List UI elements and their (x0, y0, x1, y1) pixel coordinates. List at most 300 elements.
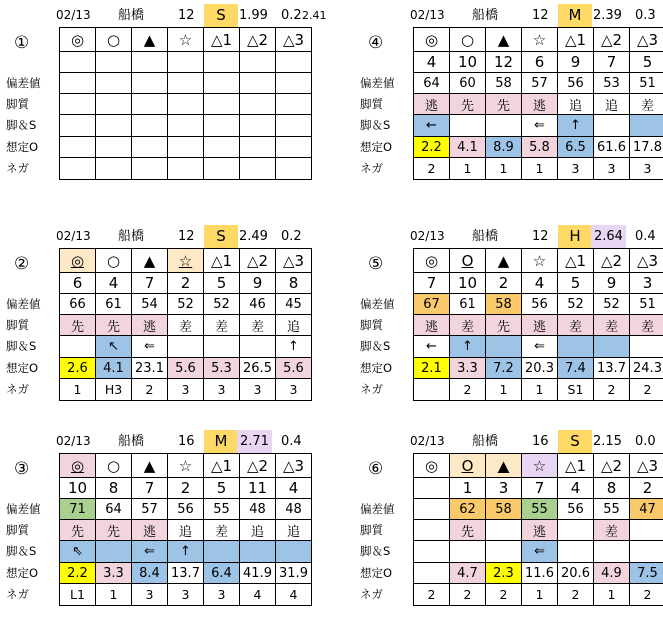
table-cell: 5.6 (276, 358, 312, 379)
table-cell (204, 137, 240, 158)
table-cell: 8 (594, 478, 630, 499)
symbol-cell: ▲ (486, 28, 522, 52)
table-cell: ⇐ (522, 115, 558, 137)
table-cell: 61 (96, 294, 132, 315)
table-cell: 差 (558, 315, 594, 336)
table-cell: 1 (522, 158, 558, 180)
table-cell: 3.3 (450, 358, 486, 379)
table-cell: 48 (240, 499, 276, 520)
table-cell (60, 336, 96, 358)
table-cell (414, 541, 450, 563)
table-cell (96, 158, 132, 180)
table-cell: 先 (96, 520, 132, 541)
table-cell: 7 (522, 478, 558, 499)
table-cell: ⇐ (522, 541, 558, 563)
table-cell (96, 541, 132, 563)
table-cell: 3 (276, 379, 312, 401)
table-cell (630, 541, 663, 563)
row-label: 偏差値 (6, 75, 41, 91)
table-cell: 7 (132, 478, 168, 499)
symbol-cell: ☆ (168, 454, 204, 478)
symbol-cell: △3 (630, 249, 663, 273)
symbol-cell: △2 (594, 28, 630, 52)
table-cell (60, 52, 96, 73)
rating-value-1: 2.39 (593, 4, 622, 27)
table-cell (414, 379, 450, 401)
race-header (360, 4, 663, 27)
race-panel-5 (360, 225, 660, 430)
rating-value-2: 0.4 (635, 225, 656, 248)
table-cell: 3 (168, 584, 204, 606)
table-cell: 逃 (522, 315, 558, 336)
symbol-cell: △3 (276, 249, 312, 273)
table-cell: 4.7 (450, 563, 486, 584)
table-cell: 差 (630, 315, 663, 336)
row-label: 脚質 (360, 317, 383, 333)
table-row (60, 584, 312, 606)
table-cell: 57 (132, 499, 168, 520)
table-cell: 8.4 (132, 563, 168, 584)
table-cell: 9 (240, 273, 276, 294)
row-label: 脚質 (6, 317, 29, 333)
symbol-cell: ☆ (522, 454, 558, 478)
race-header (6, 430, 316, 453)
table-cell: ⇐ (522, 336, 558, 358)
race-date: 02/13 (410, 430, 445, 453)
table-cell: 61.6 (594, 137, 630, 158)
table-cell: 5 (630, 52, 663, 73)
table-cell: 13.7 (594, 358, 630, 379)
table-row (414, 73, 663, 94)
table-cell: 20.3 (522, 358, 558, 379)
table-cell: 47 (630, 499, 663, 520)
table-cell: 4 (276, 584, 312, 606)
rating-value-1: 2.71 (237, 430, 272, 453)
table-cell: 逃 (414, 94, 450, 115)
symbol-cell: ◎ (414, 28, 450, 52)
row-label: 偏差値 (6, 501, 41, 517)
table-row (60, 294, 312, 315)
table-cell: 23.1 (132, 358, 168, 379)
table-row (60, 315, 312, 336)
row-label: ネガ (6, 160, 29, 176)
table-cell: 7.4 (558, 358, 594, 379)
table-cell (414, 499, 450, 520)
table-cell: 差 (240, 315, 276, 336)
race-panel-1 (6, 4, 306, 209)
table-cell: 2.2 (60, 563, 96, 584)
table-row (414, 94, 663, 115)
table-row (60, 52, 312, 73)
table-cell: 5 (204, 478, 240, 499)
table-cell: 4 (96, 273, 132, 294)
rating-value-2: 0.0 (635, 430, 656, 453)
race-panel-4 (360, 4, 660, 209)
table-cell (240, 52, 276, 73)
table-cell: 41.9 (240, 563, 276, 584)
table-cell (630, 115, 663, 137)
table-cell: ⇐ (132, 336, 168, 358)
table-row (60, 115, 312, 137)
table-cell: 58 (486, 294, 522, 315)
table-row (414, 52, 663, 73)
symbol-cell: O (450, 454, 486, 478)
table-cell: 2 (132, 379, 168, 401)
race-header (360, 430, 663, 453)
table-cell (276, 94, 312, 115)
symbol-cell: △1 (204, 454, 240, 478)
table-cell (450, 115, 486, 137)
table-cell (96, 137, 132, 158)
table-cell: 先 (486, 315, 522, 336)
table-cell: 2 (450, 584, 486, 606)
table-cell (486, 541, 522, 563)
row-label: 偏差値 (360, 501, 395, 517)
table-cell (240, 137, 276, 158)
table-cell: 先 (60, 315, 96, 336)
table-cell: 5.8 (522, 137, 558, 158)
table-cell (204, 73, 240, 94)
table-cell (594, 115, 630, 137)
table-cell (204, 52, 240, 73)
table-row (60, 478, 312, 499)
table-cell: 9 (558, 52, 594, 73)
table-cell: 2.3 (486, 563, 522, 584)
table-cell: 逃 (132, 315, 168, 336)
symbol-cell: △3 (276, 28, 312, 52)
table-row (60, 94, 312, 115)
table-cell: 4 (276, 478, 312, 499)
table-cell (132, 137, 168, 158)
table-cell (132, 52, 168, 73)
grade-badge: S (204, 4, 238, 27)
table-cell: 2 (630, 379, 663, 401)
rating-value-1: 2.64 (591, 225, 626, 248)
table-cell (240, 158, 276, 180)
row-label: 偏差値 (360, 296, 395, 312)
field-count: 16 (532, 430, 549, 453)
table-cell (276, 115, 312, 137)
table-row (414, 294, 663, 315)
table-row (414, 520, 663, 541)
table-cell: 52 (204, 294, 240, 315)
table-cell: 24.3 (630, 358, 663, 379)
grade-badge: M (558, 4, 592, 27)
table-cell: 2 (594, 379, 630, 401)
race-venue: 船橋 (118, 430, 144, 453)
row-label: 脚質 (360, 522, 383, 538)
table-cell: 6.5 (558, 137, 594, 158)
symbol-row (414, 249, 663, 273)
table-cell (558, 336, 594, 358)
table-cell: 8 (96, 478, 132, 499)
table-cell: 13.7 (168, 563, 204, 584)
symbol-row (414, 454, 663, 478)
table-cell (240, 73, 276, 94)
table-row (414, 379, 663, 401)
symbol-cell: △1 (558, 249, 594, 273)
table-cell: 2 (414, 158, 450, 180)
table-cell: 3 (630, 158, 663, 180)
race-panel-6 (360, 430, 660, 635)
table-cell: 64 (96, 499, 132, 520)
table-cell: 追 (276, 315, 312, 336)
table-cell: 差 (594, 520, 630, 541)
table-row (60, 499, 312, 520)
table-cell (132, 73, 168, 94)
table-cell (60, 137, 96, 158)
table-cell (204, 115, 240, 137)
row-label: 脚＆S (360, 543, 390, 559)
symbol-cell: △1 (558, 454, 594, 478)
table-cell: 6 (60, 273, 96, 294)
table-cell: 2 (486, 273, 522, 294)
table-cell: 61 (450, 294, 486, 315)
row-label: 想定O (360, 565, 392, 581)
table-row (414, 273, 663, 294)
table-cell: 51 (630, 294, 663, 315)
table-cell: 2 (486, 584, 522, 606)
symbol-cell: ◎ (414, 249, 450, 273)
table-cell: 7.5 (630, 563, 663, 584)
symbol-cell: △2 (240, 28, 276, 52)
table-cell (240, 336, 276, 358)
table-cell (168, 94, 204, 115)
table-cell: 1 (594, 584, 630, 606)
table-row (60, 520, 312, 541)
table-cell (204, 336, 240, 358)
race-venue: 船橋 (472, 4, 498, 27)
table-cell: 26.5 (240, 358, 276, 379)
table-cell: ↑ (450, 336, 486, 358)
table-cell: 52 (558, 294, 594, 315)
race-venue: 船橋 (118, 225, 144, 248)
table-cell (240, 115, 276, 137)
table-row (60, 563, 312, 584)
symbol-cell: △1 (204, 249, 240, 273)
table-cell: 48 (276, 499, 312, 520)
table-row (414, 336, 663, 358)
table-cell (276, 541, 312, 563)
table-cell: 逃 (522, 520, 558, 541)
table-cell (204, 94, 240, 115)
row-label: 脚質 (360, 96, 383, 112)
table-cell: 4 (558, 478, 594, 499)
table-cell: 1 (522, 584, 558, 606)
table-cell: 4.1 (450, 137, 486, 158)
table-cell: 12 (486, 52, 522, 73)
table-row (414, 137, 663, 158)
symbol-row (60, 28, 312, 52)
table-cell: 2 (168, 478, 204, 499)
table-cell: 追 (558, 94, 594, 115)
symbol-cell: ○ (450, 28, 486, 52)
table-cell (594, 541, 630, 563)
grade-badge: M (204, 430, 238, 453)
table-cell: 67 (414, 294, 450, 315)
symbol-cell: △3 (630, 28, 663, 52)
symbol-cell: ☆ (522, 249, 558, 273)
symbol-cell: △2 (594, 249, 630, 273)
row-label: 脚質 (6, 522, 29, 538)
rating-value-2: 0.4 (281, 430, 302, 453)
table-cell: 71 (60, 499, 96, 520)
table-row (414, 541, 663, 563)
table-cell: 54 (132, 294, 168, 315)
race-date: 02/13 (56, 225, 91, 248)
table-cell: ← (414, 336, 450, 358)
symbol-cell: ▲ (132, 454, 168, 478)
table-cell (60, 158, 96, 180)
table-cell: 46 (240, 294, 276, 315)
table-cell: 58 (486, 73, 522, 94)
table-row (60, 73, 312, 94)
table-cell: 1 (486, 379, 522, 401)
race-date: 02/13 (410, 4, 445, 27)
table-cell: 2 (630, 478, 663, 499)
table-cell: 20.6 (558, 563, 594, 584)
table-cell: 10 (450, 273, 486, 294)
table-cell (630, 336, 663, 358)
grade-badge: S (558, 430, 592, 453)
table-cell: 追 (594, 94, 630, 115)
table-cell: 3 (132, 584, 168, 606)
table-row (60, 336, 312, 358)
table-cell: 3.3 (96, 563, 132, 584)
table-cell (204, 541, 240, 563)
table-row (60, 541, 312, 563)
row-label: 脚質 (6, 96, 29, 112)
table-cell: ⇖ (60, 541, 96, 563)
table-cell (450, 541, 486, 563)
table-cell (132, 94, 168, 115)
table-cell: 3 (630, 273, 663, 294)
table-cell: 2 (450, 379, 486, 401)
row-label: 脚＆S (6, 117, 36, 133)
table-cell: 56 (558, 499, 594, 520)
table-cell: 3 (204, 379, 240, 401)
table-cell: ↑ (276, 336, 312, 358)
table-cell: 2.2 (414, 137, 450, 158)
race-date: 02/13 (56, 4, 91, 27)
table-cell: 58 (486, 499, 522, 520)
table-cell (414, 520, 450, 541)
table-cell (96, 73, 132, 94)
table-cell: 2 (414, 584, 450, 606)
race-venue: 船橋 (472, 430, 498, 453)
table-cell: 1 (486, 158, 522, 180)
race-number: ④ (368, 33, 383, 53)
table-row (414, 358, 663, 379)
row-label: 脚＆S (6, 543, 36, 559)
table-cell: 先 (450, 520, 486, 541)
table-cell: 57 (522, 73, 558, 94)
table-cell: 3 (168, 379, 204, 401)
table-cell: 先 (96, 315, 132, 336)
row-label: ネガ (360, 586, 383, 602)
table-cell (96, 52, 132, 73)
row-label: 想定O (360, 139, 392, 155)
row-label: 想定O (6, 360, 38, 376)
table-cell (96, 115, 132, 137)
field-count: 12 (532, 4, 549, 27)
row-label: 想定O (6, 565, 38, 581)
table-cell: ↖ (96, 336, 132, 358)
rating-value-2: 0.2 (281, 225, 302, 248)
symbol-cell: ◎ (60, 28, 96, 52)
symbol-cell: ▲ (132, 249, 168, 273)
table-cell: 55 (204, 499, 240, 520)
table-cell: 3 (486, 478, 522, 499)
table-cell (132, 115, 168, 137)
row-label: ネガ (6, 586, 29, 602)
table-cell: 逃 (414, 315, 450, 336)
table-cell: 7.2 (486, 358, 522, 379)
table-cell (168, 336, 204, 358)
symbol-cell: △2 (240, 249, 276, 273)
table-cell: 4.9 (594, 563, 630, 584)
race-number: ③ (14, 459, 29, 479)
table-cell: 51 (630, 73, 663, 94)
table-cell: 6 (522, 52, 558, 73)
table-cell: 2.1 (414, 358, 450, 379)
race-date: 02/13 (410, 225, 445, 248)
race-panel-3 (6, 430, 306, 635)
table-cell (594, 336, 630, 358)
symbol-cell: ○ (96, 454, 132, 478)
table-cell: 7 (414, 273, 450, 294)
table-cell (240, 541, 276, 563)
table-cell: 2 (630, 584, 663, 606)
table-cell: 4 (240, 584, 276, 606)
symbol-cell: △1 (558, 28, 594, 52)
table-cell: ↑ (558, 115, 594, 137)
table-row (414, 158, 663, 180)
table-cell: 55 (522, 499, 558, 520)
table-cell: 5.3 (204, 358, 240, 379)
symbol-cell: ◎ (60, 454, 96, 478)
table-cell: 55 (594, 499, 630, 520)
race-header (360, 225, 663, 248)
table-cell: 53 (594, 73, 630, 94)
table-cell: 追 (168, 520, 204, 541)
table-cell: 5 (558, 273, 594, 294)
table-cell: ↑ (168, 541, 204, 563)
table-cell: 45 (276, 294, 312, 315)
rating-value-2: 0.3 (635, 4, 656, 27)
horse-grid (59, 27, 312, 180)
table-cell: 9 (594, 273, 630, 294)
rating-value-2: 0.2 (281, 4, 302, 27)
rating-value-1: 1.99 (239, 4, 268, 27)
symbol-cell: O (450, 249, 486, 273)
table-cell: 56 (522, 294, 558, 315)
table-cell: 52 (168, 294, 204, 315)
table-cell: 追 (276, 520, 312, 541)
table-cell (168, 115, 204, 137)
table-cell (204, 158, 240, 180)
table-cell: 2.6 (60, 358, 96, 379)
table-cell (414, 563, 450, 584)
table-cell: 差 (204, 520, 240, 541)
table-row (414, 315, 663, 336)
horse-grid (59, 453, 312, 606)
symbol-cell: ○ (96, 28, 132, 52)
row-label: 偏差値 (6, 296, 41, 312)
symbol-cell: ▲ (132, 28, 168, 52)
symbol-cell: △3 (630, 454, 663, 478)
table-cell (558, 541, 594, 563)
